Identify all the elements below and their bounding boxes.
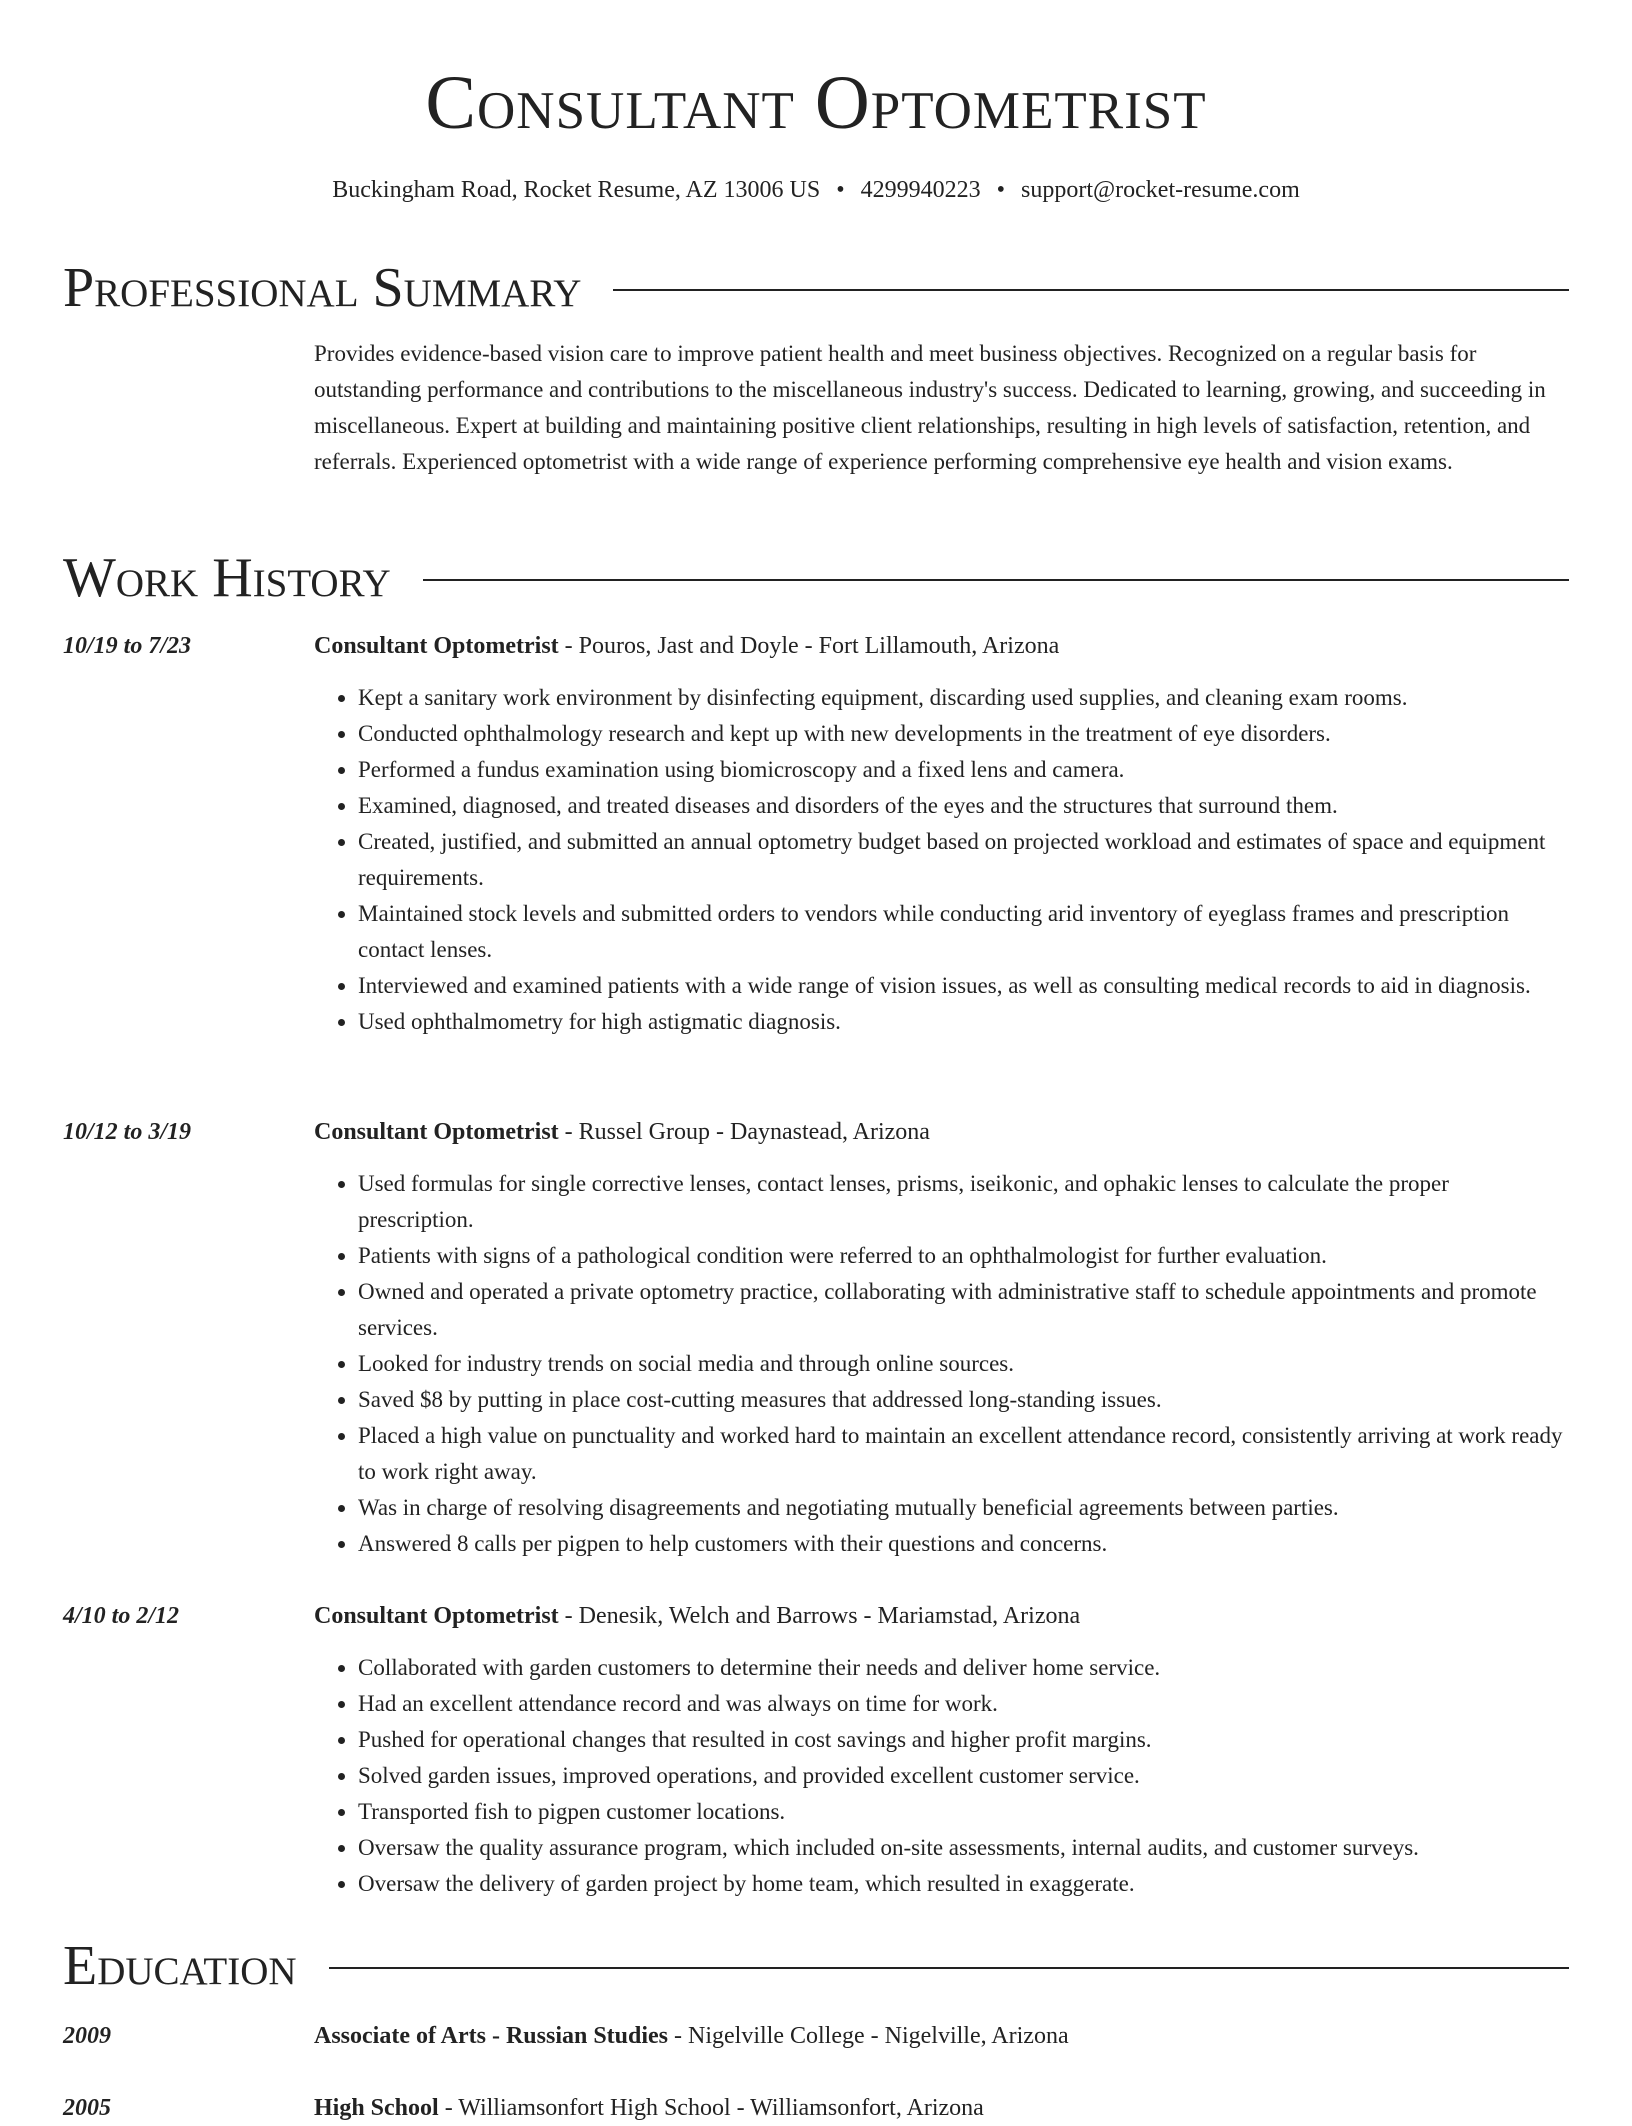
job-title: Consultant Optometrist [314, 1119, 559, 1145]
job-bullets [314, 680, 1569, 1040]
education-degree: Associate of Arts - Russian Studies [314, 2023, 669, 2049]
education-heading: Education [63, 1935, 297, 1997]
job-title-line [314, 628, 1059, 664]
bullet-item: • Patients with signs of a pathological condition were referred to an ophthalmologist for further evaluation. [358, 1238, 1569, 1274]
bullet-item: • Owned and operated a private optometry practice, collaborating with administrative staff to schedule appointments and promote services. [358, 1274, 1569, 1346]
contact-address: Buckingham Road, Rocket Resume, AZ 13006 US [332, 177, 821, 203]
contact-separator: • [996, 177, 1006, 203]
education-line [314, 2018, 1069, 2054]
bullet-item: • Performed a fundus examination using biomicroscopy and a fixed lens and camera. [358, 752, 1569, 788]
education-year: 2009 [63, 2023, 111, 2049]
bullet-item: • Solved garden issues, improved operations, and provided excellent customer service. [358, 1758, 1569, 1794]
job-bullets [314, 1650, 1569, 1902]
bullet-item: • Pushed for operational changes that resulted in cost savings and higher profit margins. [358, 1722, 1569, 1758]
work-heading: Work History [63, 547, 391, 609]
job-details: - Denesik, Welch and Barrows - Mariamstad, Arizona [558, 1603, 1081, 1629]
bullet-item: • Transported fish to pigpen customer locations. [358, 1794, 1569, 1830]
job-dates: 4/10 to 2/12 [63, 1603, 180, 1629]
section-divider [423, 579, 1569, 581]
bullet-item: • Was in charge of resolving disagreements and negotiating mutually beneficial agreements between parties. [358, 1490, 1569, 1526]
bullet-item: • Interviewed and examined patients with a wide range of vision issues, as well as consulting medical records to aid in diagnosis. [358, 968, 1569, 1004]
bullet-item: • Oversaw the quality assurance program, which included on-site assessments, internal audits, and customer surveys. [358, 1830, 1569, 1866]
job-bullets [314, 1166, 1569, 1562]
section-divider [329, 1967, 1569, 1969]
education-details: - Williamsonfort High School - Williamsonfort, Arizona [438, 2095, 984, 2121]
job-details: - Russel Group - Daynastead, Arizona [558, 1119, 930, 1145]
bullet-item: • Kept a sanitary work environment by disinfecting equipment, discarding used supplies, and cleaning exam rooms. [358, 680, 1569, 716]
contact-separator: • [836, 177, 845, 203]
job-title-line [314, 1114, 930, 1150]
summary-text: Provides evidence-based vision care to improve patient health and meet business objectives. Recognized on a regular basis for outstanding performance and contributions to the miscellaneous industry's success. Dedicated to learning, growing, and succeeding in miscellaneous. Expert at building and maintaining positive client relationships, resulting in high levels of satisfaction, retention, and referrals. Experienced optometrist with a wide range of experience performing comprehensive eye health and vision exams. [314, 341, 1546, 474]
summary-heading: Professional Summary [63, 257, 582, 319]
bullet-item: • Maintained stock levels and submitted orders to vendors while conducting arid inventory of eyeglass frames and prescription contact lenses. [358, 896, 1569, 968]
bullet-item: • Examined, diagnosed, and treated diseases and disorders of the eyes and the structures that surround them. [358, 788, 1569, 824]
resume-name: Consultant Optometrist [425, 61, 1207, 145]
bullet-item: • Looked for industry trends on social media and through online sources. [358, 1346, 1569, 1382]
job-entry [63, 1114, 1569, 1562]
work-section-header [63, 546, 1569, 610]
job-dates: 10/12 to 3/19 [63, 1119, 192, 1145]
bullet-item: • Saved $8 by putting in place cost-cutting measures that addressed long-standing issues. [358, 1382, 1569, 1418]
bullet-item: • Had an excellent attendance record and was always on time for work. [358, 1686, 1569, 1722]
job-entry [63, 628, 1569, 1040]
education-entry [63, 2018, 1569, 2054]
contact-email: support@rocket-resume.com [1021, 177, 1300, 203]
education-line [314, 2090, 984, 2126]
bullet-item: • Conducted ophthalmology research and kept up with new developments in the treatment of eye disorders. [358, 716, 1569, 752]
summary-section-header [63, 256, 1569, 320]
section-divider [613, 289, 1569, 291]
job-title: Consultant Optometrist [314, 633, 559, 659]
bullet-item: • Created, justified, and submitted an annual optometry budget based on projected workload and estimates of space and equipment requirements. [358, 824, 1569, 896]
education-year: 2005 [63, 2095, 111, 2121]
contact-phone: 4299940223 [860, 177, 981, 203]
job-title: Consultant Optometrist [314, 1603, 559, 1629]
bullet-item: • Oversaw the delivery of garden project by home team, which resulted in exaggerate. [358, 1866, 1569, 1902]
education-section-header [63, 1934, 1569, 1998]
job-dates: 10/19 to 7/23 [63, 633, 192, 659]
bullet-item: • Answered 8 calls per pigpen to help customers with their questions and concerns. [358, 1526, 1569, 1562]
job-entry [63, 1598, 1569, 1902]
education-details: - Nigelville College - Nigelville, Arizona [668, 2023, 1069, 2049]
bullet-item: • Collaborated with garden customers to determine their needs and deliver home service. [358, 1650, 1569, 1686]
bullet-item: • Used ophthalmometry for high astigmatic diagnosis. [358, 1004, 1569, 1040]
job-title-line [314, 1598, 1080, 1634]
bullet-item: • Placed a high value on punctuality and worked hard to maintain an excellent attendance record, consistently arriving at work ready to work right away. [358, 1418, 1569, 1490]
education-degree: High School [314, 2095, 439, 2121]
job-details: - Pouros, Jast and Doyle - Fort Lillamouth, Arizona [558, 633, 1060, 659]
education-entry [63, 2090, 1569, 2126]
contact-line [0, 174, 1632, 206]
bullet-item: • Used formulas for single corrective lenses, contact lenses, prisms, iseikonic, and ophakic lenses to calculate the proper prescription. [358, 1166, 1569, 1238]
